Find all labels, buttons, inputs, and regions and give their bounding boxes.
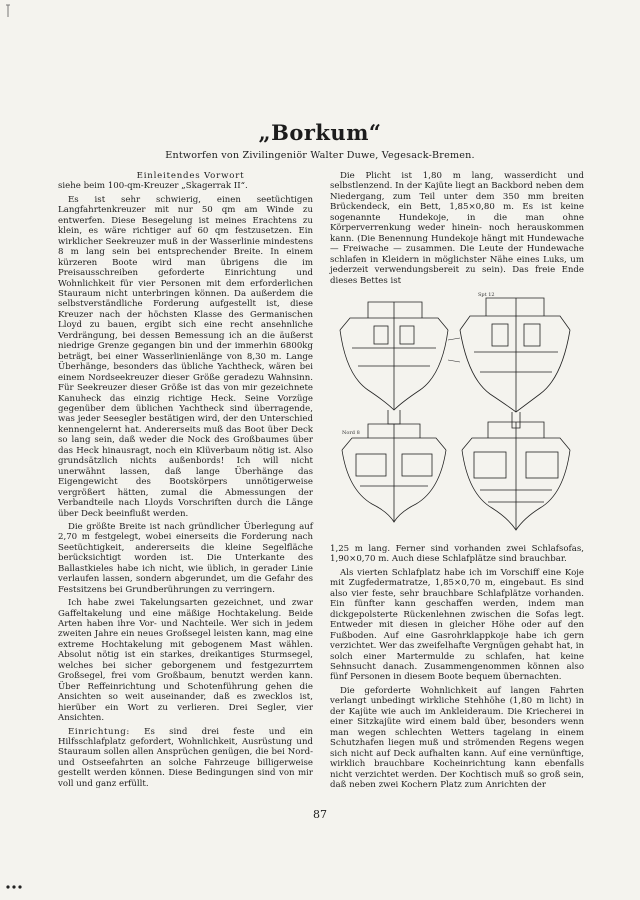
article-title: „Borkum“ bbox=[258, 120, 382, 145]
inline-label: Einrichtung: bbox=[68, 726, 130, 737]
binding-mark-icon bbox=[4, 4, 12, 18]
paragraph: Die Plicht ist 1,80 m lang, wasserdicht und selbstlenzend. In der Kajüte liegt an Backbord neben dem Niedergang, zum Teil unter dem 350 mm breiten Brückendeck, ein Bett, 1,85×0,80 m. Es ist keine sogenannte Hundekoje, in die man ohne Körperverrenkung weder hinein- noch herauskommen kann. (Die Benennung Hundekoje hängt mit Hundewache — Freiwache — zusammen. Die Leute der Hundewache schlafen in Kleidern in möglichster Nähe eines Luks, um jederzeit verwendungsbereit zu sein). Das freie Ende dieses Bettes ist bbox=[330, 171, 584, 286]
paragraph: Es ist sehr schwierig, einen seetüchtigen Langfahrtenkreuzer mit nur 50 qm am Winde zu entwerfen. Diese Besegelung ist meines Erachtens zu klein, es wäre richtiger auf 60 qm festzusetzen. Ein wirklicher Seekreuzer muß in der Wasserlinie mindestens 8 m lang sein bei entsprechender Breite. In einem kürzeren Boote wird man übrigens die im Preisausschreiben geforderte Einrichtung und Wohnlichkeit für vier Personen mit dem erforderlichen Stauraum nicht unterbringen können. Da außerdem die selbstverständliche Forderung aufgestellt ist, diese Kreuzer nach der höchsten Klasse des Germanischen Lloyd zu bauen, ergibt sich eine recht ansehnliche Verdrängung, bei dessen Bemessung ich an die äußerst niedrige Grenze gegangen bin und der immerhin 6800kg beträgt, bei einer Wasserlinienlänge von 8,30 m. Lange Überhänge, besonders das übliche Yachtheck, wären bei einem Nordseekreuzer dieser Größe geradezu Wahnsinn. Für Seekreuzer dieser Größe ist das von mir gezeichnete Kanuheck das einzig richtige Heck. Seine Vorzüge gegenüber dem üblichen Yachtheck sind überragende, was jeder Seesegler bestätigen wird, der den Unterschied kennengelernt hat. Andererseits muß das Boot über Deck so lang sein, daß weder die Nock des Großbaumes über das Heck hinausragt, noch ein Klüverbaum nötig ist. Also grundsätzlich nichts außenbords! Ich will nicht unerwähnt lassen, daß lange Überhänge das Eigengewicht des Bootskörpers unnötigerweise vergrößert hätten, zumal die Abmessungen der Verbandteile nach Lloyds Vorschriften durch die Länge über Deck beeinflußt werden. bbox=[58, 194, 313, 519]
left-column bbox=[58, 171, 313, 789]
paragraph: 1,25 m lang. Ferner sind vorhanden zwei Schlafsofas, 1,90×0,70 m. Auch diese Schlafplätze sind brauchbar. bbox=[330, 544, 584, 565]
cross-section-bottom-left bbox=[342, 424, 446, 522]
article-subtitle: Entworfen von Zivilingeniör Walter Duwe, Vegesack-Bremen. bbox=[165, 150, 475, 161]
right-column-top bbox=[330, 171, 584, 286]
paragraph: Als vierten Schlafplatz habe ich im Vorschiff eine Koje mit Zugfedermatratze, 1,85×0,70 m, eingebaut. Es sind also vier feste, sehr brauchbare Schlafplätze vorhanden. Ein fünfter kann geschaffen werden, indem man dickgepolsterte Rückenlehnen zwischen die Sofas legt. Entweder mit diesen in gleicher Höhe oder auf den Fußboden. Auf eine Gasrohrklappkoje habe ich gern verzichtet. Wer das zweifelhafte Vergnügen gehabt hat, in solch einer Martermulde zu schlafen, hat keine Sehnsucht danach. Zusammengenommen können also fünf Personen in diesem Boote bequem übernachten. bbox=[330, 567, 584, 683]
paragraph: Die größte Breite ist nach gründlicher Überlegung auf 2,70 m festgelegt, wobei einerseits die Forderung nach Seetüchtigkeit, andererseits die kleine Segelfläche berücksichtigt worden ist. Die Unterkante des Ballastkieles habe ich nicht, wie üblich, in gerader Linie verlaufen lassen, sondern abgerundet, um die Gefahr des Festsitzens bei Grundberührungen zu verringern. bbox=[58, 521, 313, 595]
right-column-bottom bbox=[330, 544, 584, 790]
scan-edge-dots-icon bbox=[4, 884, 34, 890]
drawing-label-top: Spt 12 bbox=[478, 292, 495, 298]
section-heading: Einleitendes Vorwort bbox=[136, 171, 245, 181]
cross-section-bottom-right bbox=[462, 422, 570, 530]
paragraph: Die geforderte Wohnlichkeit auf langen Fahrten verlangt unbedingt wirkliche Stehhöhe (1,80 m licht) in der Kajüte wie auch im Ankleideraum. Die Kriecherei in einer Sitzkajüte wird einem bald über, besonders wenn man wegen schlechten Wetters tagelang in einem Schutzhafen liegen muß und strömenden Regens wegen sich nicht auf Deck aufhalten kann. Auf eine vernünftige, wirklich brauchbare Kocheinrichtung kann ebenfalls nicht verzichtet werden. Der Kochtisch muß so groß sein, daß neben zwei Kochern Platz zum Anrichten der bbox=[330, 685, 584, 790]
cross-section-top-right bbox=[460, 298, 570, 428]
cross-section-top-left bbox=[340, 302, 448, 424]
reference-line: siehe beim 100-qm-Kreuzer „Skagerrak II“. bbox=[58, 181, 248, 192]
paragraph: Ich habe zwei Takelungsarten gezeichnet, und zwar Gaffeltakelung und eine mäßige Hochtakelung. Beide Arten haben ihre Vor- und Nachteile. Wer sich in jedem zweiten Jahre ein neues Großsegel leisten kann, mag eine extreme Hochtakelung mit gebogenem Mast wählen. Absolut nötig ist ein starkes, dreikantiges Sturmsegel, welches bei sicher geborgenem und festgezurrtem Großsegel, frei vom Großbaum, benutzt werden kann. Über Reffeinrichtung und Schotenführung gehen die Ansichten so weit auseinander, daß es zwecklos ist, hierüber ein Wort zu verlieren. Drei Segler, vier Ansichten. bbox=[58, 598, 313, 724]
page-number: 87 bbox=[313, 808, 327, 821]
paragraph-einrichtung bbox=[58, 727, 313, 790]
hull-section-drawing bbox=[328, 290, 586, 538]
paragraph-text: Es sind drei feste und ein Hilfsschlafplatz gefordert, Wohnlichkeit, Ausrüstung und Stauraum sollen allen Ansprüchen genügen, die bei Nord- und Ostseefahrten an solche Fahrzeuge billigerweise gestellt werden können. Diese Bedingungen sind von mir voll und ganz erfüllt. bbox=[58, 726, 314, 789]
drawing-label-left: Nord 8 bbox=[342, 430, 360, 436]
